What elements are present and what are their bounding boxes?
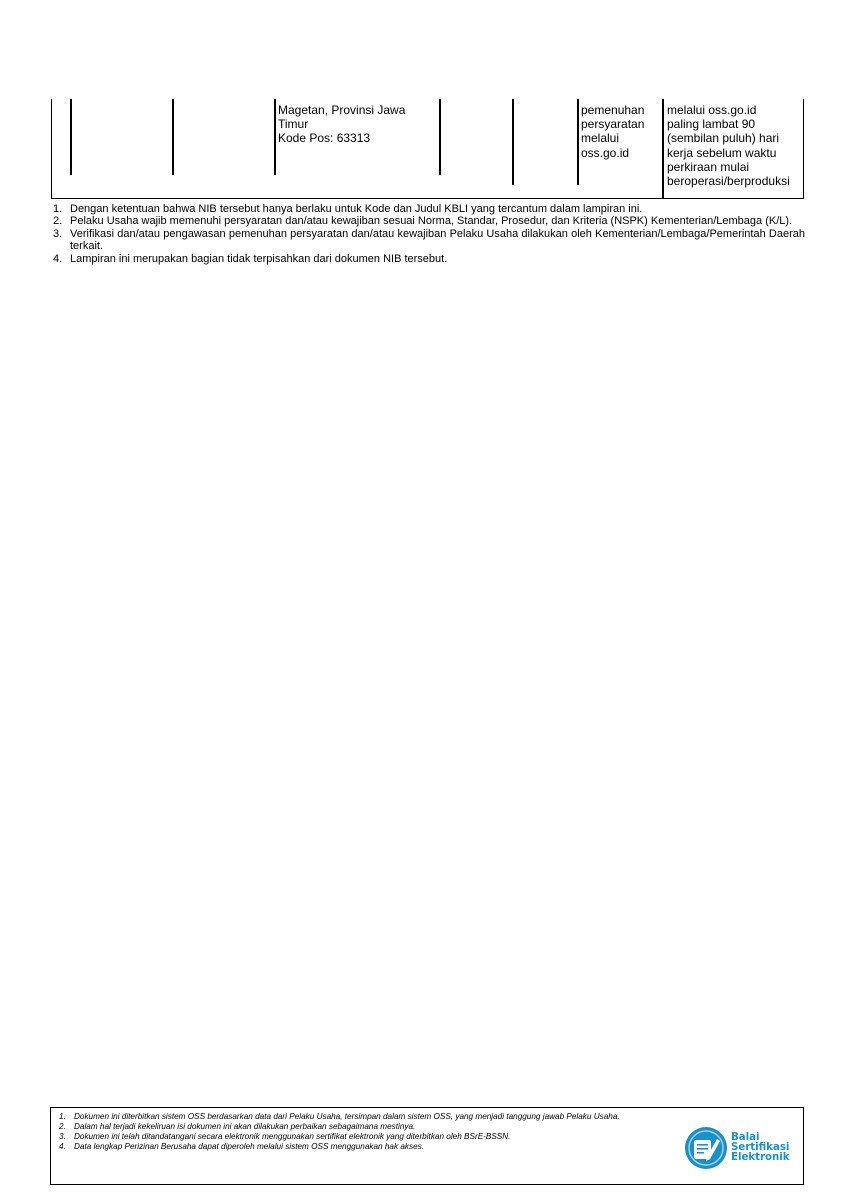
list-item: 1. Dokumen ini diterbitkan sistem OSS berdasarkan data dari Pelaku Usaha, tersimpan dalam sistem OSS, yang menjadi tanggung jawab Pelaku Usaha.	[59, 1112, 620, 1121]
column-divider	[70, 99, 72, 175]
column-divider	[439, 99, 441, 175]
footer-disclaimer-list	[57, 1112, 695, 1152]
list-item: 2. Pelaku Usaha wajib memenuhi persyaratan dan/atau kewajiban sesuai Norma, Standar, Prosedur, dan Kriteria (NSPK) Kementerian/Lembaga (K/L).	[53, 215, 793, 228]
column-divider	[274, 99, 276, 175]
logo-wordmark: Balai Sertifikasi Elektronik	[731, 1132, 790, 1163]
list-item: 3. Verifikasi dan/atau pengawasan pemenuhan persyaratan dan/atau kewajiban Pelaku Usaha dilakukan oleh Kementerian/Lembaga/Pemerintah Daerah terkait.	[53, 227, 805, 253]
certificate-seal-icon	[683, 1125, 729, 1171]
list-item: 3. Dokumen ini telah ditandatangani secara elektronik menggunakan sertifikat elektronik yang diterbitkan oleh BSrE-BSSN.	[59, 1132, 511, 1141]
address-cell: Magetan, Provinsi Jawa Timur Kode Pos: 63313	[278, 103, 406, 146]
footer-disclaimer-box	[50, 1107, 804, 1185]
license-table-continuation	[51, 99, 804, 199]
list-item: 2. Dalam hal terjadi kekeliruan isi dokumen ini akan dilakukan perbaikan sebagaimana mestinya.	[59, 1122, 416, 1131]
column-divider	[512, 99, 514, 185]
list-item: 1. Dengan ketentuan bahwa NIB tersebut hanya berlaku untuk Kode dan Judul KBLI yang tercantum dalam lampiran ini.	[53, 203, 643, 215]
list-item: 4. Data lengkap Perizinan Berusaha dapat diperoleh melalui sistem OSS menggunakan hak akses.	[59, 1142, 424, 1151]
requirement-cell: pemenuhan persyaratan melalui oss.go.id	[581, 103, 645, 160]
list-item: 4. Lampiran ini merupakan bagian tidak terpisahkan dari dokumen NIB tersebut.	[53, 252, 448, 265]
column-divider	[662, 99, 664, 199]
column-divider	[172, 99, 174, 175]
bsre-logo	[683, 1122, 795, 1174]
terms-notes-list	[51, 203, 805, 265]
column-divider	[577, 99, 579, 185]
deadline-cell: melalui oss.go.id paling lambat 90 (sembilan puluh) hari kerja sebelum waktu perkiraan mulai beroperasi/berproduksi	[667, 103, 790, 189]
